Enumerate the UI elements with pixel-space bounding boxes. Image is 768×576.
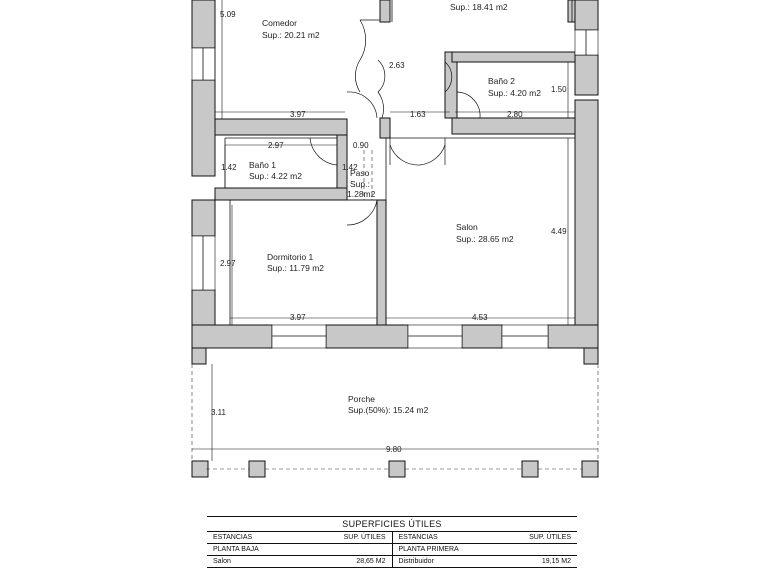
room-comedor-area: Sup.: 20.21 m2 bbox=[262, 30, 320, 40]
room-salon-name: Salon bbox=[456, 222, 478, 232]
table-row bbox=[207, 556, 577, 568]
room-salon-area: Sup.: 28.65 m2 bbox=[456, 234, 514, 244]
dim-980: 9.80 bbox=[386, 445, 402, 454]
dim-142b: 1.42 bbox=[342, 163, 358, 172]
dim-449: 4.49 bbox=[551, 227, 567, 236]
dim-297b: 2.97 bbox=[220, 259, 236, 268]
dim-453: 4.53 bbox=[472, 313, 488, 322]
room-top-area: Sup.: 18.41 m2 bbox=[450, 2, 508, 12]
dim-142a: 1.42 bbox=[221, 163, 237, 172]
dim-509: 5.09 bbox=[220, 10, 236, 19]
areas-table bbox=[207, 516, 577, 568]
header-sup-left: SUP. ÚTILES bbox=[343, 534, 386, 541]
dim-150: 1.50 bbox=[551, 85, 567, 94]
room-bano1-name: Baño 1 bbox=[249, 160, 276, 170]
room-dormitorio1-area: Sup.: 11.79 m2 bbox=[267, 263, 325, 273]
table-title: SUPERFICIES ÚTILES bbox=[207, 516, 577, 532]
floor-label-right: PLANTA PRIMERA bbox=[398, 546, 459, 553]
room-porche-name: Porche bbox=[348, 394, 375, 404]
dim-311: 3.11 bbox=[211, 408, 226, 417]
room-paso-name: Paso bbox=[350, 168, 370, 178]
row-name-right: Distribuidor bbox=[398, 558, 434, 565]
header-sup-right: SUP. ÚTILES bbox=[529, 534, 571, 541]
room-dormitorio1-name: Dormitorio 1 bbox=[267, 252, 314, 262]
dim-263: 2.63 bbox=[389, 61, 405, 70]
row-value-right: 19,15 M2 bbox=[541, 558, 571, 565]
dim-297a: 2.97 bbox=[268, 141, 284, 150]
table-row bbox=[207, 544, 577, 556]
room-comedor-name: Comedor bbox=[262, 18, 297, 28]
room-bano2-name: Baño 2 bbox=[488, 76, 515, 86]
room-bano2-area: Sup.: 4.20 m2 bbox=[488, 88, 541, 98]
room-paso-area-label: Sup.: bbox=[350, 179, 370, 189]
dim-090: 0.90 bbox=[353, 141, 369, 150]
room-paso-area: 1.28m2 bbox=[347, 189, 376, 199]
header-estancias-right: ESTANCIAS bbox=[398, 534, 438, 541]
header-estancias-left: ESTANCIAS bbox=[213, 534, 253, 541]
row-value-left: 28,65 M2 bbox=[356, 558, 386, 565]
floor-label-left: PLANTA BAJA bbox=[213, 546, 259, 553]
dim-397b: 3.97 bbox=[290, 313, 306, 322]
row-name-left: Salon bbox=[213, 558, 231, 565]
dim-397a: 3.97 bbox=[290, 110, 306, 119]
dim-280: 2.80 bbox=[507, 110, 523, 119]
table-header-row bbox=[207, 532, 577, 544]
room-porche-area: Sup.(50%): 15.24 m2 bbox=[348, 405, 429, 415]
room-bano1-area: Sup.: 4.22 m2 bbox=[249, 171, 302, 181]
dim-163: 1.63 bbox=[410, 110, 426, 119]
